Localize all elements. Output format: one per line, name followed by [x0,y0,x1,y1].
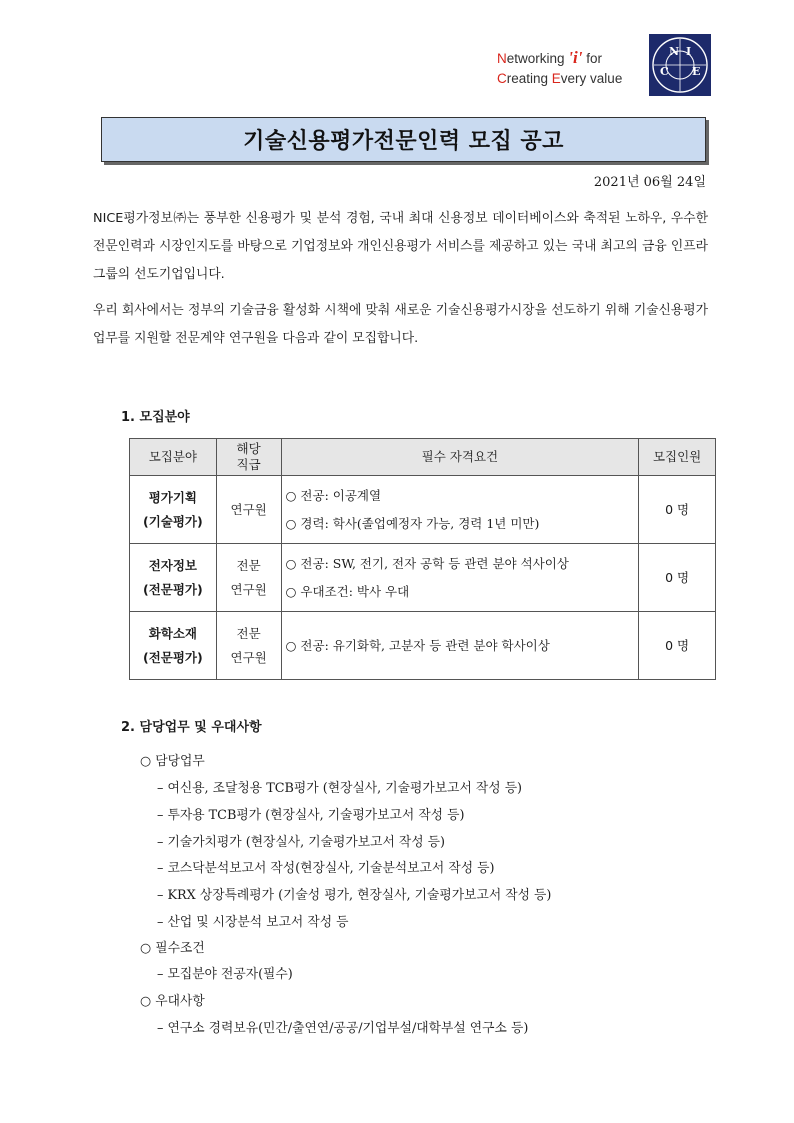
tagline-creating: reating [506,71,552,86]
tagline-every-value: very value [560,71,623,86]
row-requirement: ○ 우대조건: 박사 우대 [285,583,410,599]
row-field-cell [130,476,217,544]
list-item: – 투자용 TCB평가 (현장실사, 기술평가보고서 작성 등) [157,808,465,823]
announcement-date: 2021년 06월 24일 [593,175,706,190]
list-item: – 여신용, 조달청용 TCB평가 (현장실사, 기술평가보고서 작성 등) [157,781,523,796]
nice-logo-icon [648,33,712,97]
list-item: – 기술가치평가 (현장실사, 기술평가보고서 작성 등) [157,835,446,850]
row-requirement: ○ 전공: 이공계열 [285,487,382,503]
row-count: 0 명 [639,612,716,680]
group-head-duties: ○ 담당업무 [140,754,205,769]
list-item: – 모집분야 전공자(필수) [157,967,293,982]
row-requirements-cell [281,612,639,680]
row-grade-cell [216,544,281,612]
tagline-i: 'i' [568,48,583,67]
row-grade: 전문 [236,557,261,573]
row-requirements-cell [281,544,639,612]
row-grade-cell [216,476,281,544]
row-field: 평가기획 [148,489,197,505]
header-grade-text: 해당직급 [236,441,261,472]
tagline-line-2 [497,69,622,89]
tagline-c: C [497,71,507,86]
tagline-n: N [497,51,507,66]
list-item: – KRX 상장특례평가 (기술성 평가, 현장실사, 기술평가보고서 작성 등) [157,888,552,903]
row-grade-sub: 연구원 [230,581,267,597]
tagline-for: for [582,51,602,66]
section-2-title: 2. 담당업무 및 우대사항 [121,720,262,735]
logo-letter-n: N [669,45,680,58]
table-header-row [130,439,716,476]
company-tagline [497,48,622,89]
header-field: 모집분야 [130,439,217,476]
table-row [130,476,716,544]
row-requirement: ○ 전공: SW, 전기, 전자 공학 등 관련 분야 석사이상 [285,555,569,571]
table-row [130,612,716,680]
list-item: – 연구소 경력보유(민간/출연연/공공/기업부설/대학부설 연구소 등) [157,1021,529,1036]
group-head-required: ○ 필수조건 [140,941,205,956]
row-requirement: ○ 경력: 학사(졸업예정자 가능, 경력 1년 미만) [285,515,540,531]
row-requirements-cell [281,476,639,544]
tagline-line-1 [497,48,622,69]
logo-letter-i: I [686,45,692,58]
logo-letter-e: E [692,65,701,78]
row-field-sub: (전문평가) [142,581,203,597]
recruitment-table [129,438,716,680]
header-grade [216,439,281,476]
row-grade: 연구원 [230,501,267,517]
row-field-cell [130,544,217,612]
group-head-preferred: ○ 우대사항 [140,994,205,1009]
header-count: 모집인원 [639,439,716,476]
page-title: 기술신용평가전문인력 모집 공고 [243,129,564,154]
row-grade-sub: 연구원 [230,649,267,665]
row-count: 0 명 [639,544,716,612]
row-field-cell [130,612,217,680]
row-count: 0 명 [639,476,716,544]
row-grade-cell [216,612,281,680]
header-requirements: 필수 자격요건 [281,439,639,476]
intro-paragraph-1: NICE평가정보㈜는 풍부한 신용평가 및 분석 경험, 국내 최대 신용정보 데이터베이스와 축적된 노하우, 우수한 전문인력과 시장인지도를 바탕으로 기업정보와 개인신용평가 서비스를 제공하고 있는 국내 최고의 금융 인프라 그룹의 선도기업입니다. [93,211,708,282]
row-grade: 전문 [236,625,261,641]
list-item: – 코스닥분석보고서 작성(현장실사, 기술분석보고서 작성 등) [157,861,495,876]
row-field-sub: (전문평가) [142,649,203,665]
logo-letter-c: C [660,65,669,78]
list-item: – 산업 및 시장분석 보고서 작성 등 [157,915,349,930]
row-requirement: ○ 전공: 유기화학, 고분자 등 관련 분야 학사이상 [285,637,550,653]
tagline-networking: etworking [506,51,569,66]
row-field: 전자정보 [148,557,197,573]
title-box [101,117,706,162]
row-field-sub: (기술평가) [142,513,203,529]
intro-paragraph-2: 우리 회사에서는 정부의 기술금융 활성화 시책에 맞춰 새로운 기술신용평가시장을 선도하기 위해 기술신용평가 업무를 지원할 전문계약 연구원을 다음과 같이 모집합니다. [93,303,708,346]
tagline-e: E [551,71,561,86]
section-1-title: 1. 모집분야 [121,410,190,425]
table-row [130,544,716,612]
row-field: 화학소재 [148,625,197,641]
